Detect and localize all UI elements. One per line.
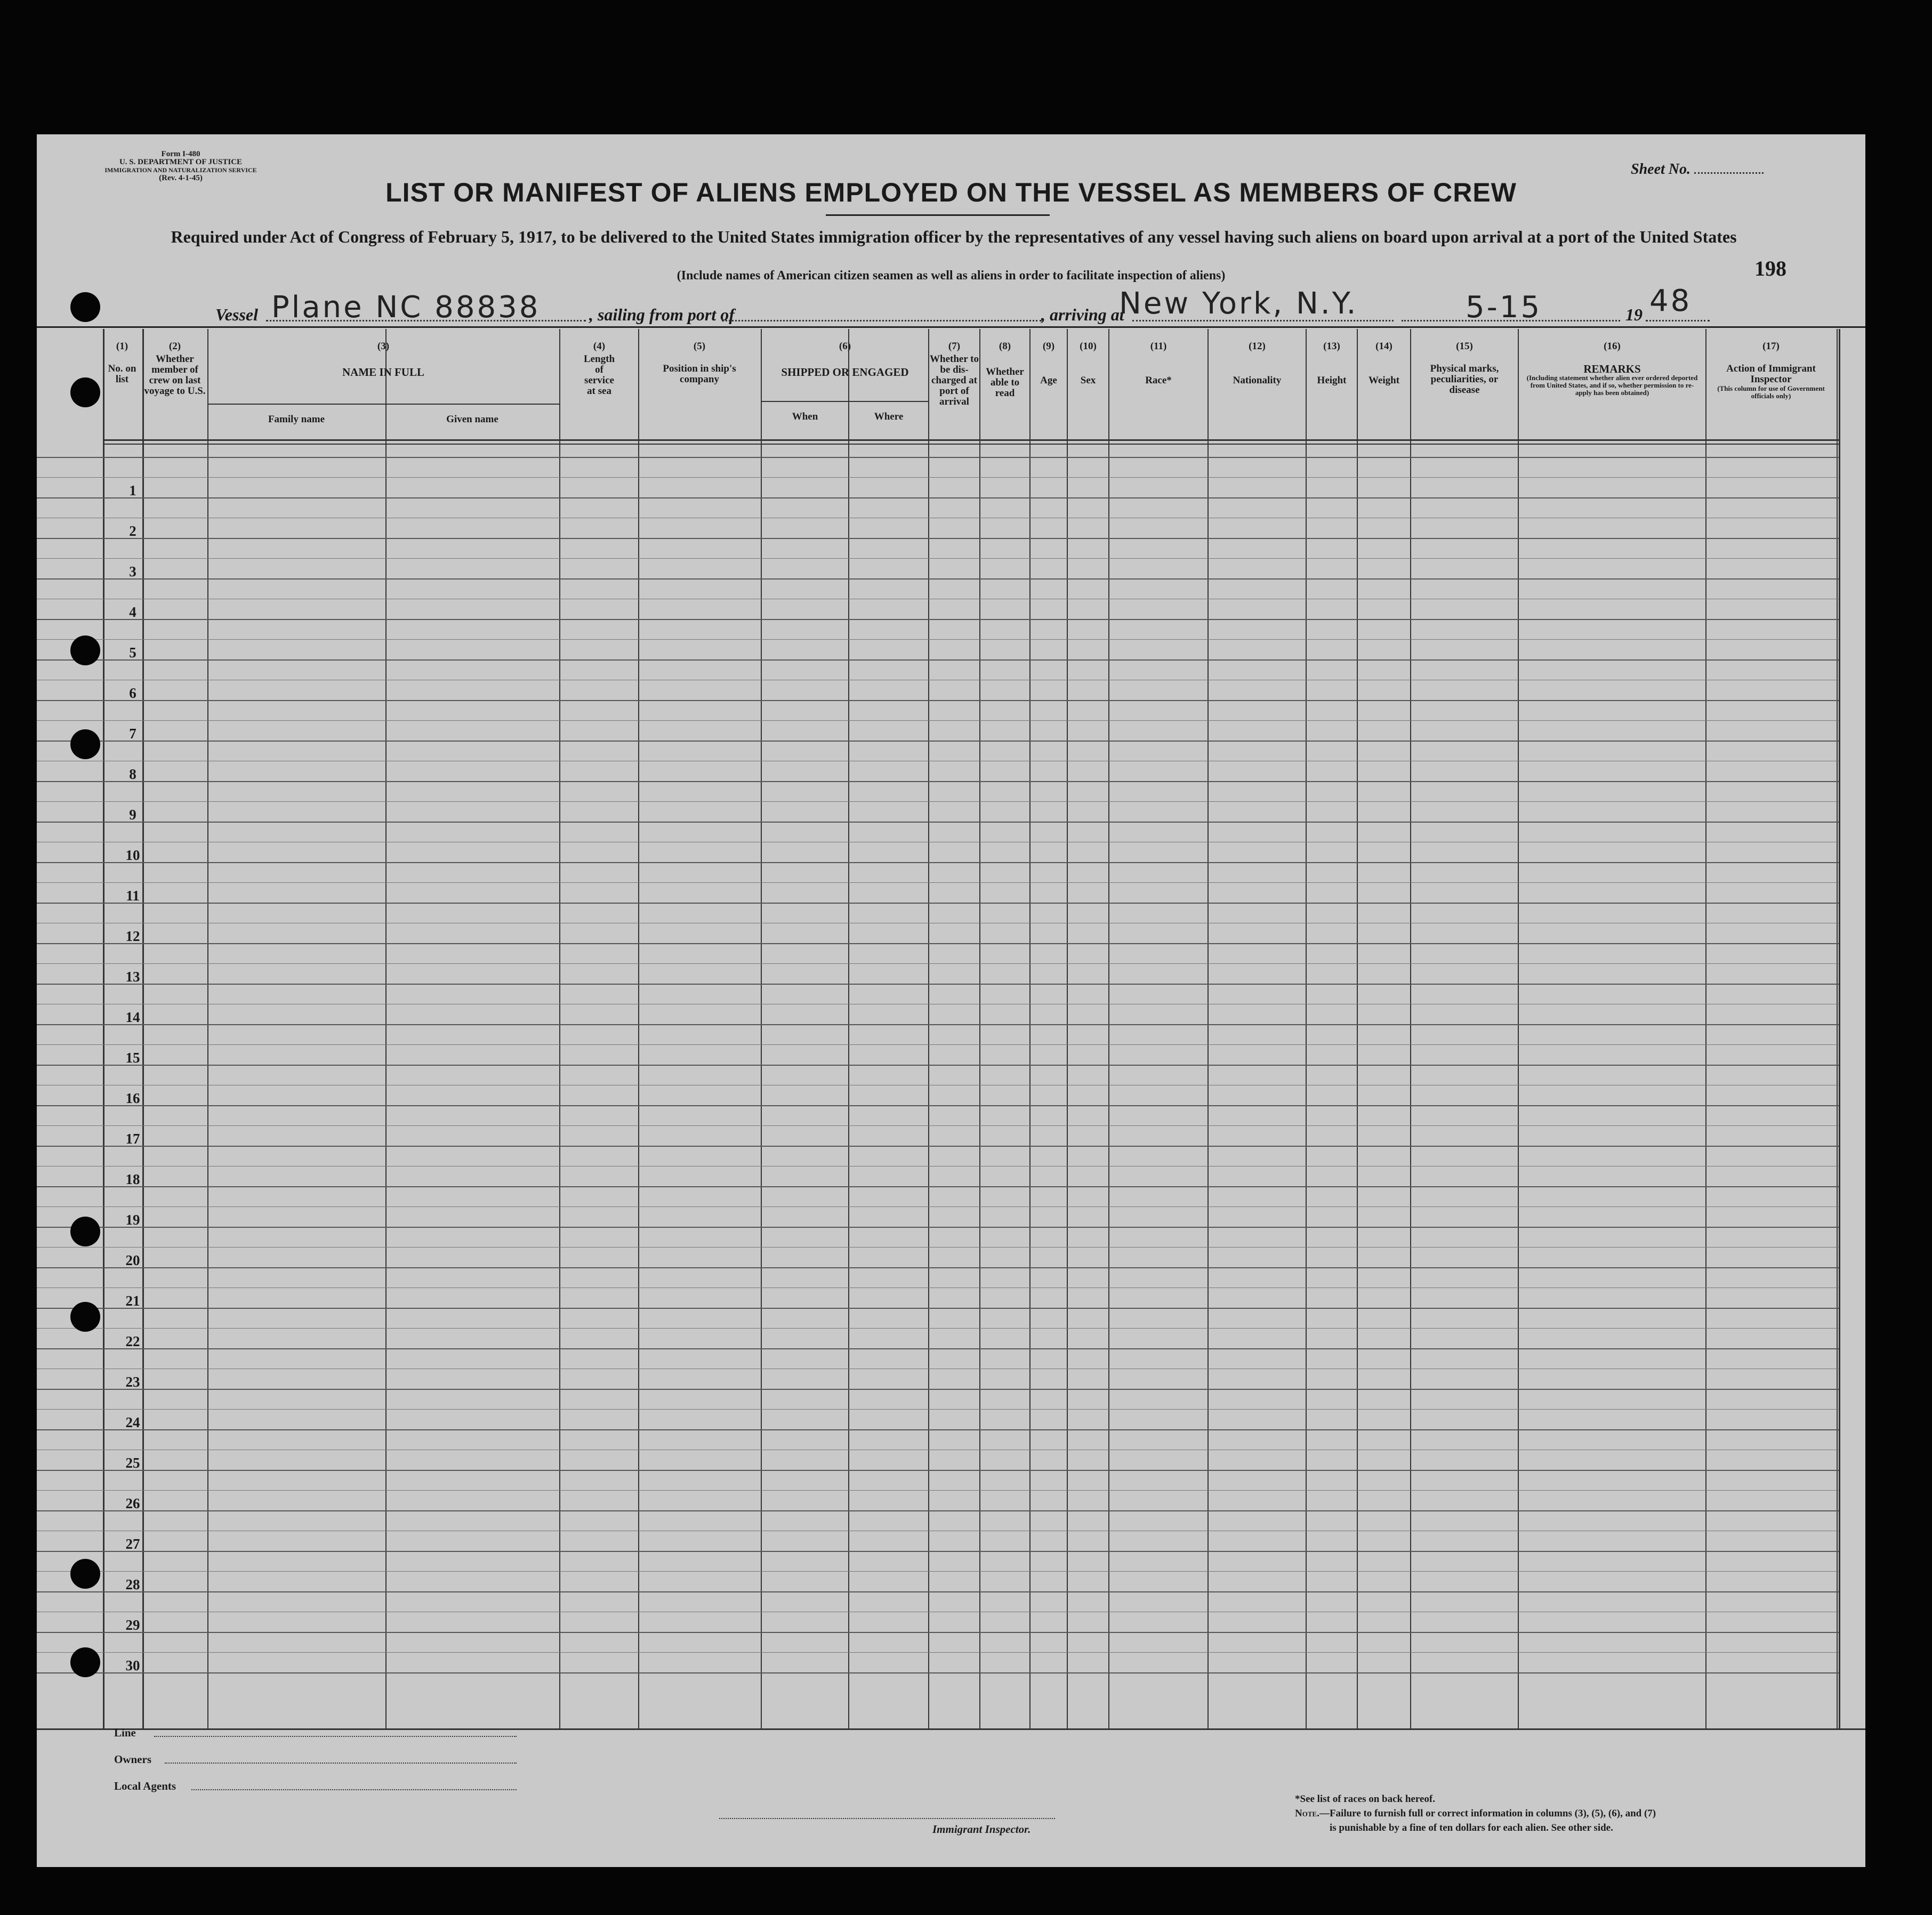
line-field[interactable] [154, 1736, 517, 1737]
row-number: 5 [129, 645, 136, 661]
col12-label: Nationality [1233, 375, 1282, 386]
inspector-label: Immigrant Inspector. [932, 1823, 1031, 1836]
race-note: *See list of races on back hereof. [1295, 1793, 1435, 1805]
row-subrule [37, 1328, 1839, 1329]
col15-label: Physical marks, peculiarities, or disease [1430, 363, 1499, 396]
row-subrule [37, 1044, 1839, 1045]
col8-num: (8) [999, 341, 1011, 352]
col14-num: (14) [1375, 341, 1392, 352]
col11-header [1109, 341, 1207, 386]
year-field-line [1646, 320, 1710, 321]
page-number: 198 [1754, 256, 1786, 280]
col17-label: Action of Immigrant Inspector [1726, 363, 1816, 385]
col13-label: Height [1317, 375, 1347, 386]
requirement-text: Required under Act of Congress of February 5, 1917, to be delivered to the United States immigration officer by the representatives of any vessel having such aliens on board upon arrival at a port of the United States [171, 227, 1737, 246]
row-subrule [37, 639, 1839, 640]
row-rule [37, 1024, 1839, 1025]
row-number: 11 [126, 888, 140, 904]
row-number: 29 [125, 1617, 140, 1633]
row-rule [37, 1389, 1839, 1390]
row-rule [37, 619, 1839, 620]
row-rule [37, 457, 1839, 458]
inspector-signature-line[interactable] [719, 1818, 1055, 1819]
col5-num: (5) [693, 341, 706, 352]
row-rule [37, 1227, 1839, 1228]
col7-label: Whether to be dis-charged at port of arrival [930, 353, 979, 407]
row-rule [37, 1632, 1839, 1633]
row-rule [37, 1186, 1839, 1187]
shipped-subheader-rule [761, 401, 928, 402]
col11-label: Race* [1145, 375, 1172, 386]
col13-header [1307, 341, 1357, 386]
penalty-note [1295, 1808, 1656, 1820]
row-subrule [37, 1652, 1839, 1653]
row-rule [37, 700, 1839, 701]
when-header: When [792, 411, 818, 422]
punch-hole [70, 635, 100, 665]
given-name-header: Given name [446, 414, 498, 425]
row-subrule [37, 1571, 1839, 1572]
col9-header [1031, 341, 1067, 386]
row-number: 22 [125, 1333, 140, 1349]
col16-num: (16) [1604, 341, 1621, 352]
row-number: 30 [125, 1657, 140, 1673]
punch-hole [70, 292, 100, 322]
row-subrule [37, 963, 1839, 964]
row-rule [37, 741, 1839, 742]
column-rule [1839, 329, 1840, 1728]
col16-label: REMARKS [1583, 363, 1641, 375]
col14-header [1358, 341, 1410, 386]
row-number: 18 [125, 1171, 140, 1187]
row-rule [37, 1146, 1839, 1147]
row-number: 8 [129, 766, 136, 782]
col7-num: (7) [948, 341, 961, 352]
row-number: 15 [125, 1050, 140, 1066]
col2-header [143, 341, 206, 397]
revision: (Rev. 4-1-45) [159, 174, 203, 182]
col16-header [1519, 341, 1705, 397]
col17-header [1706, 341, 1836, 400]
col2-label: Whether member of crew on last voyage to U.S. [144, 353, 206, 397]
row-rule [37, 781, 1839, 782]
punch-hole [70, 729, 100, 759]
col10-label: Sex [1080, 375, 1096, 386]
row-number: 17 [125, 1131, 140, 1147]
row-subrule [37, 801, 1839, 802]
row-rule [37, 943, 1839, 944]
col13-num: (13) [1323, 341, 1340, 352]
col9-label: Age [1040, 375, 1057, 386]
row-rule [37, 903, 1839, 904]
row-rule [37, 1470, 1839, 1471]
row-subrule [37, 1409, 1839, 1410]
sailing-label: , sailing from port of [589, 305, 735, 324]
row-subrule [37, 477, 1839, 478]
col5-label: Position in ship's company [663, 363, 736, 385]
page-title: LIST OR MANIFEST OF ALIENS EMPLOYED ON THE VESSEL AS MEMBERS OF CREW [385, 178, 1517, 207]
row-rule [37, 538, 1839, 539]
family-name-header: Family name [268, 414, 325, 425]
note-text: —Failure to furnish full or correct information in columns (3), (5), (6), and (7) [1319, 1808, 1656, 1819]
col11-num: (11) [1150, 341, 1167, 352]
row-rule [37, 1510, 1839, 1511]
note-label: Note. [1295, 1808, 1319, 1819]
row-rule [37, 822, 1839, 823]
col14-label: Weight [1368, 375, 1400, 386]
punch-hole [70, 1559, 100, 1589]
owners-label: Owners [114, 1753, 151, 1766]
row-number: 3 [129, 564, 136, 580]
row-number: 9 [129, 807, 136, 823]
col17-num: (17) [1762, 341, 1780, 352]
col10-header [1068, 341, 1108, 386]
year-prefix: 19 [1625, 305, 1643, 324]
col8-label: Whether able to read [986, 366, 1024, 399]
col7-header [929, 341, 979, 407]
col16-note: (Including statement whether alien ever ordered deported from United States, and if so, whether permission to re-apply has been obtained) [1526, 374, 1698, 397]
col4-header [560, 341, 638, 397]
service: IMMIGRATION AND NATURALIZATION SERVICE [104, 166, 257, 174]
row-rule [37, 497, 1839, 498]
col17-note: (This column for use of Government officials only) [1717, 384, 1825, 400]
row-rule [37, 1105, 1839, 1106]
arriving-value[interactable]: New York, N.Y. [1119, 286, 1358, 321]
department: U. S. DEPARTMENT OF JUSTICE [119, 158, 243, 166]
col15-num: (15) [1456, 341, 1473, 352]
col12-header [1209, 341, 1306, 386]
row-subrule [37, 1125, 1839, 1126]
row-number: 25 [125, 1455, 140, 1471]
row-number: 19 [125, 1212, 140, 1228]
name-subheader-rule [207, 404, 559, 405]
row-number: 14 [125, 1009, 140, 1025]
col3-header [208, 341, 558, 377]
arriving-label: , arriving at [1041, 305, 1124, 324]
title-underline [826, 214, 1050, 216]
form-number: Form I-480 [161, 150, 200, 158]
row-number: 13 [125, 969, 140, 985]
row-number: 27 [125, 1536, 140, 1552]
col6-header [762, 341, 928, 377]
include-note: (Include names of American citizen seamen as well as aliens in order to facilitate inspection of aliens) [677, 269, 1226, 283]
row-rule [37, 1551, 1839, 1552]
row-subrule [37, 1490, 1839, 1491]
line-label: Line [114, 1726, 136, 1739]
row-number: 7 [129, 726, 136, 742]
col8-header [980, 341, 1029, 399]
col12-num: (12) [1249, 341, 1266, 352]
local-agents-field[interactable] [191, 1789, 517, 1790]
row-rule [37, 659, 1839, 661]
col1-header [103, 341, 141, 385]
vessel-value[interactable]: Plane NC 88838 [271, 290, 541, 325]
row-number: 26 [125, 1495, 140, 1511]
row-number: 20 [125, 1252, 140, 1268]
header-bottom-rule [103, 439, 1839, 441]
date-value[interactable]: 5-15 [1466, 290, 1542, 325]
owners-field[interactable] [165, 1763, 517, 1764]
row-number: 10 [125, 847, 140, 863]
row-number: 1 [129, 482, 136, 498]
sheet-no-label: Sheet No. [1631, 161, 1690, 178]
where-header: Where [874, 411, 904, 422]
row-subrule [37, 882, 1839, 883]
row-subrule [37, 558, 1839, 559]
table-top-rule [37, 326, 1865, 328]
row-number: 4 [129, 604, 136, 620]
col5-header [639, 341, 760, 385]
row-rule [37, 1591, 1839, 1592]
row-number: 23 [125, 1374, 140, 1390]
col4-num: (4) [593, 341, 606, 352]
sheet-no-field[interactable] [1631, 161, 1764, 178]
row-subrule [37, 1247, 1839, 1248]
punch-hole [70, 1217, 100, 1246]
col4-label: Length of service at sea [583, 353, 615, 397]
row-number: 16 [125, 1090, 140, 1106]
col15-header [1411, 341, 1518, 396]
punch-hole [70, 1647, 100, 1677]
col1-num: (1) [116, 341, 128, 352]
row-subrule [37, 720, 1839, 721]
year-value[interactable]: 48 [1649, 284, 1692, 318]
row-rule [37, 578, 1839, 580]
col3-label: NAME IN FULL [342, 366, 424, 379]
col6-label: SHIPPED OR ENGAGED [781, 366, 909, 379]
row-number: 28 [125, 1576, 140, 1592]
row-rule [37, 984, 1839, 985]
row-number: 12 [125, 928, 140, 944]
header-bottom-rule [103, 444, 1839, 445]
punch-hole [70, 1302, 100, 1332]
vessel-label: Vessel [215, 305, 258, 324]
punch-hole [70, 377, 100, 407]
row-number: 24 [125, 1414, 140, 1430]
row-subrule [37, 1206, 1839, 1207]
col6-num: (6) [839, 341, 851, 352]
row-rule [37, 1267, 1839, 1268]
col3-num: (3) [377, 341, 390, 352]
sailing-field-line [722, 320, 1042, 321]
row-number: 2 [129, 523, 136, 539]
row-rule [37, 1348, 1839, 1349]
row-number: 6 [129, 685, 136, 701]
row-number: 21 [125, 1293, 140, 1309]
row-rule [37, 862, 1839, 863]
col9-num: (9) [1042, 341, 1055, 352]
table-bottom-rule [37, 1728, 1865, 1730]
col10-num: (10) [1080, 341, 1097, 352]
penalty-note-cont: is punishable by a fine of ten dollars for each alien. See other side. [1330, 1822, 1613, 1833]
local-agents-label: Local Agents [114, 1780, 176, 1792]
col2-num: (2) [168, 341, 181, 352]
row-rule [37, 1308, 1839, 1309]
row-rule [37, 1429, 1839, 1430]
manifest-sheet [37, 134, 1865, 1867]
row-rule [37, 1065, 1839, 1066]
row-rule [37, 1672, 1839, 1673]
col1-label: No. on list [108, 363, 136, 385]
